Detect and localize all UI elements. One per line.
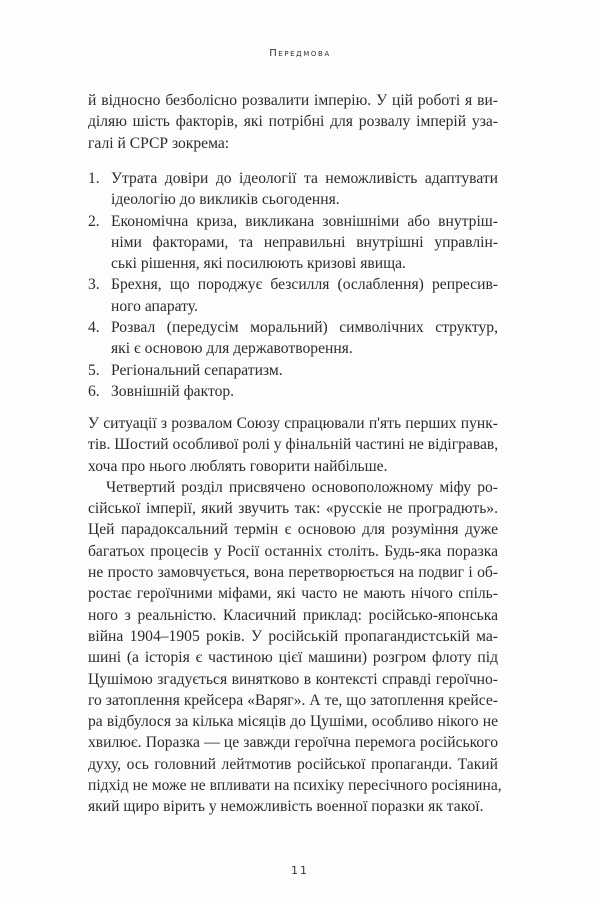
- text-line: не просто замовчується, вона перетворюється на подвиг і об-: [88, 564, 498, 582]
- list-item: [88, 360, 498, 381]
- list-item: [88, 274, 498, 317]
- text-line: У ситуації з розвалом Союзу спрацювали п'ять перших пунк-: [88, 415, 498, 432]
- list-number: 5.: [88, 361, 100, 379]
- list-text: [111, 168, 498, 211]
- text-line: які є основою для державотворення.: [111, 340, 353, 358]
- list-number: 1.: [88, 170, 100, 187]
- text-line: війна 1904–1905 років. У російській пропагандистській ма-: [88, 627, 498, 645]
- text-line: німи факторами, та неправильні внутрішні управлін-: [111, 233, 498, 251]
- list-number: 3.: [88, 276, 100, 294]
- text-line: ідеологію до викликів сьогодення.: [111, 191, 340, 209]
- list-text: [111, 211, 498, 275]
- list-text: [111, 381, 498, 402]
- text-line: який щиро вірить у неможливість военної поразки як такої.: [88, 798, 484, 816]
- page-number: 11: [291, 864, 309, 877]
- text-line: Цушімою згадується винятково в контексті справді героїчно-: [88, 670, 498, 688]
- list-number: 2.: [88, 212, 100, 230]
- list-number: 4.: [88, 319, 100, 337]
- text-line: підхід не може не впливати на психіку пересічного росіянина,: [88, 777, 502, 795]
- list-item: [88, 381, 498, 402]
- text-line: багатьох процесів у Росії останніх століть. Будь-яка поразка: [88, 542, 498, 560]
- text-line: Розвал (передусім моральний) символічних структур,: [111, 319, 498, 337]
- text-line: Утрата довіри до ідеології та неможливість адаптувати: [111, 170, 498, 187]
- text-line: сійської імперії, який звучить так: «русскіе не проградють».: [88, 500, 498, 518]
- text-line: хоча про нього люблять говорити найбільше.: [88, 457, 388, 475]
- text-line: ські рішення, які посилюють кризові явища.: [111, 255, 406, 273]
- text-line: Цей парадоксальний термін є основою для розуміння дуже: [88, 521, 498, 539]
- text-line: ного з реальністю. Класичний приклад: російсько-японська: [88, 606, 498, 624]
- text-line: Зовнішній фактор.: [111, 382, 235, 400]
- list-text: [111, 274, 498, 317]
- text-line: Четвертий розділ присвячено основоположному міфу ро-: [106, 478, 498, 496]
- text-line: ра відбулося за кілька місяців до Цушіми, особливо нікого не: [88, 713, 498, 731]
- list-number: 6.: [88, 382, 100, 400]
- factors-list: [88, 168, 498, 402]
- text-line: Брехня, що породжує безсилля (ослаблення) репресив-: [111, 276, 498, 294]
- text-line: Регіональний сепаратизм.: [111, 361, 283, 379]
- text-line: галі й СРСР зокрема:: [88, 134, 230, 152]
- text-line: діляю шість факторів, які потрібні для розвалу імперій уза-: [88, 113, 498, 131]
- text-line: ного апарату.: [111, 297, 198, 315]
- list-text: [111, 317, 498, 360]
- text-line: тів. Шостий особливої ролі у фінальній частині не відігравав,: [88, 436, 499, 454]
- text-line: ростає героїчними міфами, які часто не мають нічого спіль-: [88, 585, 498, 603]
- text-line: й відносно безболісно розвалити імперію. У цій роботі я ви-: [88, 92, 498, 109]
- list-text: [111, 360, 498, 381]
- list-item: [88, 211, 498, 275]
- paragraph-body: [88, 413, 502, 818]
- text-line: го затоплення крейсера «Варяг». А те, що затоплення крейсе-: [88, 691, 498, 709]
- list-item: [88, 317, 498, 360]
- text-line: духу, ось головний лейтмотив російської пропаганди. Такий: [88, 755, 498, 773]
- text-line: шині (а історія є частиною цієї машини) розгром флоту під: [88, 649, 498, 667]
- text-line: Економічна криза, викликана зовнішніми або внутріш-: [111, 212, 498, 230]
- running-header: Передмова: [269, 48, 331, 59]
- paragraph-intro: [88, 90, 498, 154]
- text-line: хвилює. Поразка — це завжди героїчна перемога російського: [88, 734, 498, 752]
- list-item: [88, 168, 498, 211]
